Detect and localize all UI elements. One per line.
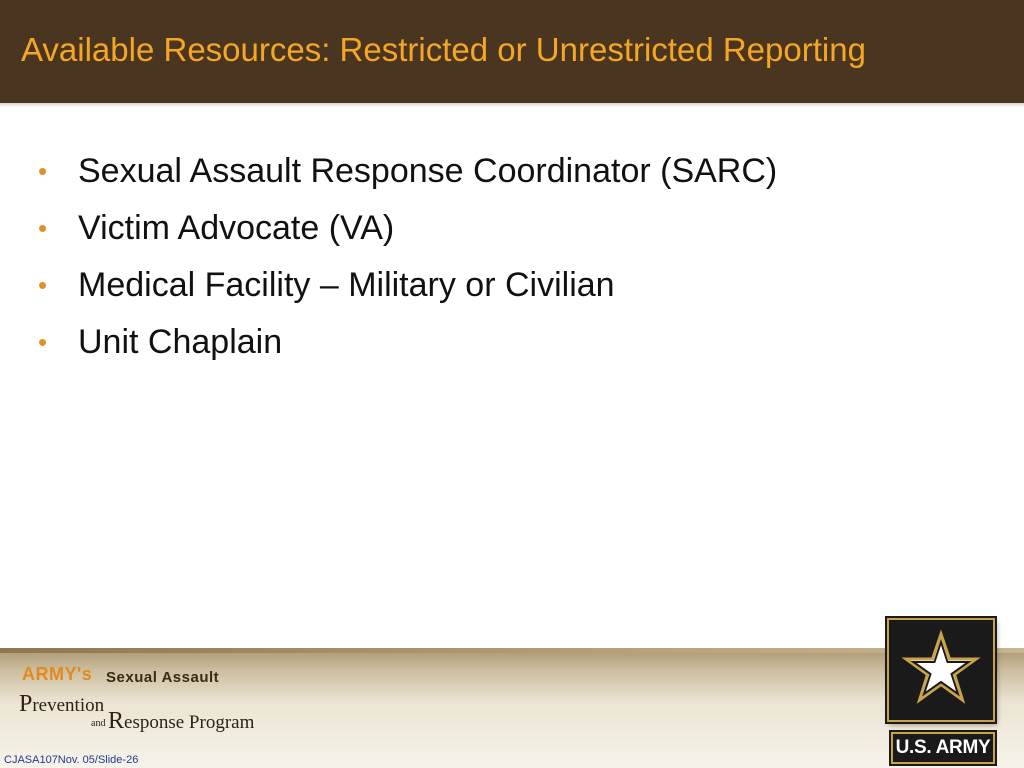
list-item-text: Medical Facility – Military or Civilian bbox=[78, 266, 615, 304]
list-item-text: Victim Advocate (VA) bbox=[78, 209, 395, 247]
logo-prevention-text bbox=[19, 691, 104, 718]
army-star-emblem bbox=[887, 618, 995, 722]
slide-title: Available Resources: Restricted or Unrestricted Reporting bbox=[21, 31, 866, 68]
us-army-logo bbox=[885, 618, 999, 768]
logo-sexual-assault-text: Sexual Assault bbox=[106, 669, 220, 686]
logo-and-text: and bbox=[91, 718, 106, 729]
bullet-icon: • bbox=[38, 156, 48, 186]
list-item-text: Sexual Assault Response Coordinator (SARC) bbox=[78, 152, 778, 190]
title-bar bbox=[0, 0, 1024, 103]
sharp-program-logo bbox=[14, 664, 254, 740]
logo-armys-text: ARMY's bbox=[22, 664, 93, 684]
logo-prevention-initial: P bbox=[19, 691, 33, 717]
bullet-icon: • bbox=[38, 270, 48, 300]
star-icon bbox=[889, 620, 993, 720]
logo-response-text bbox=[108, 708, 254, 735]
bullet-icon: • bbox=[38, 327, 48, 357]
bullet-icon: • bbox=[38, 213, 48, 243]
title-bar-divider bbox=[0, 103, 1024, 107]
logo-response-rest: esponse Program bbox=[124, 712, 255, 733]
list-item-text: Unit Chaplain bbox=[78, 323, 283, 361]
logo-prevention-rest: revention bbox=[32, 695, 105, 716]
slide-id: CJASA107Nov. 05/Slide-26 bbox=[4, 754, 139, 766]
army-wordmark bbox=[891, 732, 995, 764]
footer-band-edge bbox=[0, 648, 1024, 653]
logo-response-initial: R bbox=[108, 708, 125, 734]
army-wordmark-text: U.S. ARMY bbox=[895, 737, 991, 758]
